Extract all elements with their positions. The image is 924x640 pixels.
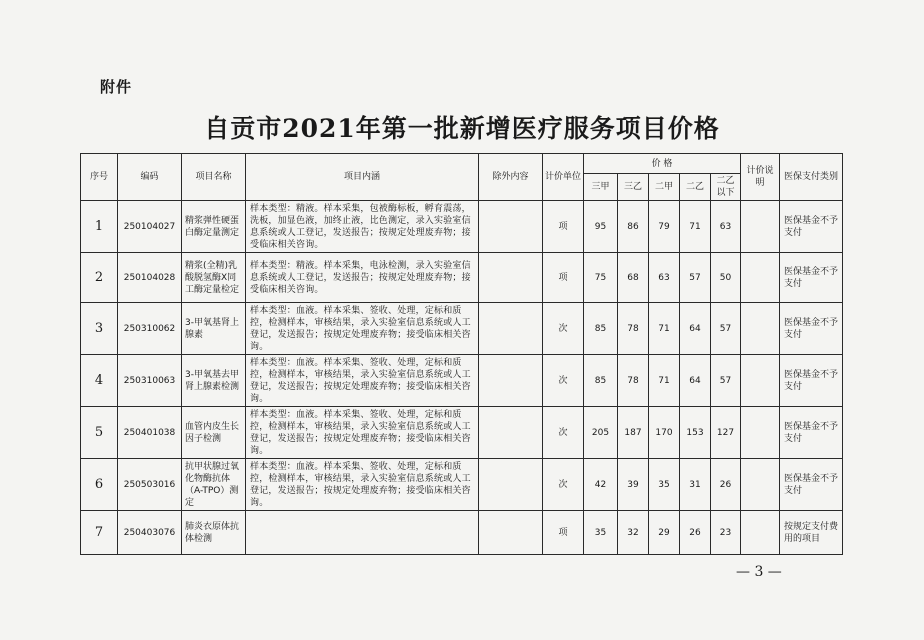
cell-code: 250310062 [118, 303, 182, 355]
cell-unit: 项 [543, 201, 584, 253]
cell-name: 抗甲状腺过氧化物酶抗体（A-TPO）测定 [182, 459, 246, 511]
cell-price: 95 [584, 201, 618, 253]
cell-pay-category: 医保基金不予支付 [780, 355, 843, 407]
cell-price: 35 [649, 459, 680, 511]
cell-price: 79 [649, 201, 680, 253]
cell-price: 26 [680, 511, 711, 555]
cell-price: 153 [680, 407, 711, 459]
cell-content [246, 511, 479, 555]
cell-pay-category: 医保基金不予支付 [780, 459, 843, 511]
header-price-level: 二乙 [680, 174, 711, 201]
cell-unit: 次 [543, 303, 584, 355]
header-name: 项目名称 [182, 154, 246, 201]
cell-price: 50 [711, 253, 741, 303]
cell-price: 78 [618, 303, 649, 355]
cell-unit: 次 [543, 407, 584, 459]
cell-note [741, 355, 780, 407]
header-price-level: 二甲 [649, 174, 680, 201]
cell-price: 23 [711, 511, 741, 555]
table-row [81, 253, 843, 303]
header-price-level: 二乙以下 [711, 174, 741, 201]
cell-price: 71 [649, 303, 680, 355]
table-row [81, 511, 843, 555]
table-row [81, 355, 843, 407]
cell-price: 75 [584, 253, 618, 303]
cell-name: 精浆(全精)乳酸脱氢酶X同工酶定量检定 [182, 253, 246, 303]
cell-content: 样本类型：精液。样本采集，包被酶标板，孵育震荡，洗板，加显色液，加终止液，比色测定，录入实验室信息系统或人工登记，发送报告；按规定处理废弃物；接受临床相关咨询。 [246, 201, 479, 253]
table-body [81, 201, 843, 555]
cell-price: 68 [618, 253, 649, 303]
price-table [80, 153, 843, 555]
cell-content: 样本类型：血液。样本采集、签收、处理，定标和质控，检测样本，审核结果，录入实验室信息系统或人工登记，发送报告；按规定处理废弃物；接受临床相关咨询。 [246, 303, 479, 355]
cell-seq: 1 [81, 201, 118, 253]
header-seq: 序号 [81, 154, 118, 201]
cell-content: 样本类型：精液。样本采集，电泳检测，录入实验室信息系统或人工登记，发送报告；按规定处理废弃物；接受临床相关咨询。 [246, 253, 479, 303]
cell-note [741, 511, 780, 555]
cell-code: 250310063 [118, 355, 182, 407]
cell-pay-category: 按规定支付费用的项目 [780, 511, 843, 555]
cell-price: 42 [584, 459, 618, 511]
cell-pay-category: 医保基金不予支付 [780, 303, 843, 355]
cell-name: 3-甲氧基去甲肾上腺素检测 [182, 355, 246, 407]
table-row [81, 201, 843, 253]
header-unit: 计价单位 [543, 154, 584, 201]
header-price-level: 三乙 [618, 174, 649, 201]
table-row [81, 303, 843, 355]
cell-pay-category: 医保基金不予支付 [780, 201, 843, 253]
page-number: — 3 — [736, 564, 782, 580]
cell-excluded [479, 253, 543, 303]
cell-unit: 项 [543, 253, 584, 303]
document-title: 自贡市2021年第一批新增医疗服务项目价格 [204, 114, 720, 143]
cell-price: 187 [618, 407, 649, 459]
cell-unit: 次 [543, 459, 584, 511]
cell-note [741, 201, 780, 253]
cell-price: 64 [680, 303, 711, 355]
cell-price: 71 [649, 355, 680, 407]
cell-price: 57 [711, 303, 741, 355]
cell-price: 85 [584, 303, 618, 355]
cell-seq: 7 [81, 511, 118, 555]
cell-content: 样本类型：血液。样本采集、签收、处理，定标和质控，检测样本，审核结果，录入实验室信息系统或人工登记，发送报告；按规定处理废弃物；接受临床相关咨询。 [246, 459, 479, 511]
cell-content: 样本类型：血液。样本采集、签收、处理，定标和质控，检测样本，审核结果，录入实验室信息系统或人工登记，发送报告；按规定处理废弃物；接受临床相关咨询。 [246, 407, 479, 459]
cell-note [741, 303, 780, 355]
header-note: 计价说明 [741, 154, 780, 201]
cell-code: 250401038 [118, 407, 182, 459]
cell-excluded [479, 459, 543, 511]
header-code: 编码 [118, 154, 182, 201]
cell-content: 样本类型：血液。样本采集、签收、处理，定标和质控，检测样本，审核结果，录入实验室信息系统或人工登记，发送报告；按规定处理废弃物；接受临床相关咨询。 [246, 355, 479, 407]
cell-note [741, 407, 780, 459]
cell-code: 250403076 [118, 511, 182, 555]
cell-pay-category: 医保基金不予支付 [780, 253, 843, 303]
cell-price: 78 [618, 355, 649, 407]
header-content: 项目内涵 [246, 154, 479, 201]
cell-price: 85 [584, 355, 618, 407]
cell-price: 57 [680, 253, 711, 303]
cell-price: 31 [680, 459, 711, 511]
cell-price: 26 [711, 459, 741, 511]
cell-seq: 2 [81, 253, 118, 303]
header-price-group: 价 格 [584, 154, 741, 174]
table-header [81, 154, 843, 201]
cell-unit: 次 [543, 355, 584, 407]
cell-price: 63 [649, 253, 680, 303]
cell-price: 32 [618, 511, 649, 555]
cell-price: 86 [618, 201, 649, 253]
cell-seq: 6 [81, 459, 118, 511]
cell-name: 肺炎衣原体抗体检测 [182, 511, 246, 555]
cell-note [741, 253, 780, 303]
cell-price: 35 [584, 511, 618, 555]
cell-note [741, 459, 780, 511]
header-pay-category: 医保支付类别 [780, 154, 843, 201]
cell-code: 250503016 [118, 459, 182, 511]
cell-excluded [479, 511, 543, 555]
cell-price: 63 [711, 201, 741, 253]
cell-name: 血管内皮生长因子检测 [182, 407, 246, 459]
header-excluded: 除外内容 [479, 154, 543, 201]
cell-code: 250104028 [118, 253, 182, 303]
table-row [81, 407, 843, 459]
cell-price: 170 [649, 407, 680, 459]
cell-price: 71 [680, 201, 711, 253]
cell-price: 57 [711, 355, 741, 407]
cell-price: 127 [711, 407, 741, 459]
cell-seq: 3 [81, 303, 118, 355]
cell-seq: 4 [81, 355, 118, 407]
cell-name: 精浆弹性硬蛋白酶定量测定 [182, 201, 246, 253]
cell-name: 3-甲氧基肾上腺素 [182, 303, 246, 355]
cell-seq: 5 [81, 407, 118, 459]
cell-excluded [479, 407, 543, 459]
cell-excluded [479, 201, 543, 253]
cell-unit: 项 [543, 511, 584, 555]
attachment-label: 附件 [100, 78, 133, 96]
cell-pay-category: 医保基金不予支付 [780, 407, 843, 459]
cell-excluded [479, 303, 543, 355]
cell-code: 250104027 [118, 201, 182, 253]
cell-excluded [479, 355, 543, 407]
cell-price: 29 [649, 511, 680, 555]
header-price-level: 三甲 [584, 174, 618, 201]
cell-price: 64 [680, 355, 711, 407]
cell-price: 39 [618, 459, 649, 511]
table-row [81, 459, 843, 511]
cell-price: 205 [584, 407, 618, 459]
